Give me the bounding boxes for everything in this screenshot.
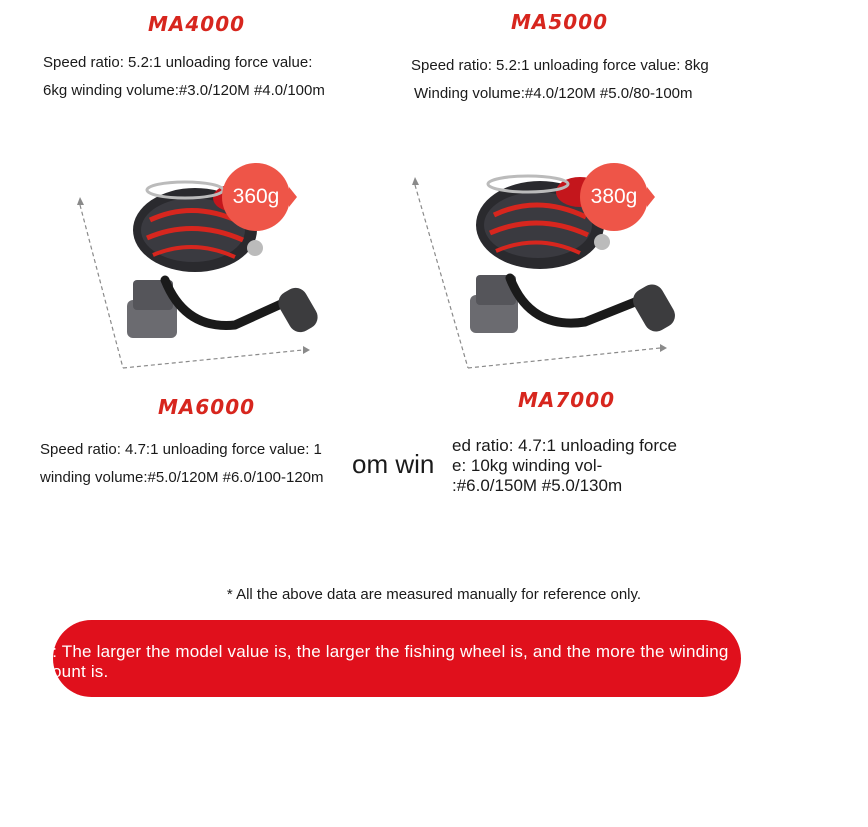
model-title-ma4000: MA4000 bbox=[148, 12, 246, 36]
spec-line: Speed ratio: 5.2:1 unloading force value: bbox=[43, 54, 313, 71]
spec-ma4000 bbox=[43, 49, 325, 105]
weight-label: 360g bbox=[232, 185, 280, 208]
spec-line: e: 10kg winding vol- bbox=[452, 456, 603, 475]
spec-ma7000 bbox=[452, 436, 772, 496]
spec-line: winding volume:#5.0/120M #6.0/100-120m bbox=[40, 469, 324, 486]
model-title-ma7000: MA7000 bbox=[518, 388, 616, 412]
spec-line: 6kg winding volume:#3.0/120M #4.0/100m bbox=[43, 82, 325, 99]
weight-badge bbox=[580, 163, 648, 231]
spec-line: ed ratio: 4.7:1 unloading force bbox=[452, 436, 677, 455]
weight-label: 380g bbox=[590, 185, 638, 208]
badge-pointer bbox=[289, 187, 297, 207]
spec-overflow-text: om win bbox=[352, 449, 435, 479]
model-title-ma6000: MA6000 bbox=[158, 395, 256, 419]
model-title-ma5000: MA5000 bbox=[511, 10, 609, 34]
disclaimer-footnote: * All the above data are measured manually for reference only. bbox=[226, 586, 642, 603]
spec-line: Speed ratio: 5.2:1 unloading force value: 8kg bbox=[411, 57, 709, 74]
weight-badge bbox=[222, 163, 290, 231]
spec-line: Winding volume:#4.0/120M #5.0/80-100m bbox=[414, 85, 693, 102]
note-banner bbox=[28, 620, 741, 697]
spec-ma5000 bbox=[411, 52, 709, 108]
spec-line: Speed ratio: 4.7:1 unloading force value: 1 bbox=[40, 441, 322, 458]
fishing-reel-image bbox=[75, 160, 340, 375]
spec-ma6000 bbox=[40, 436, 352, 492]
note-text: ote: The larger the model value is, the larger the fishing wheel is, and the more the winding amount is. bbox=[28, 642, 729, 681]
spec-line: :#6.0/150M #5.0/130m bbox=[452, 476, 623, 495]
badge-pointer bbox=[647, 187, 655, 207]
